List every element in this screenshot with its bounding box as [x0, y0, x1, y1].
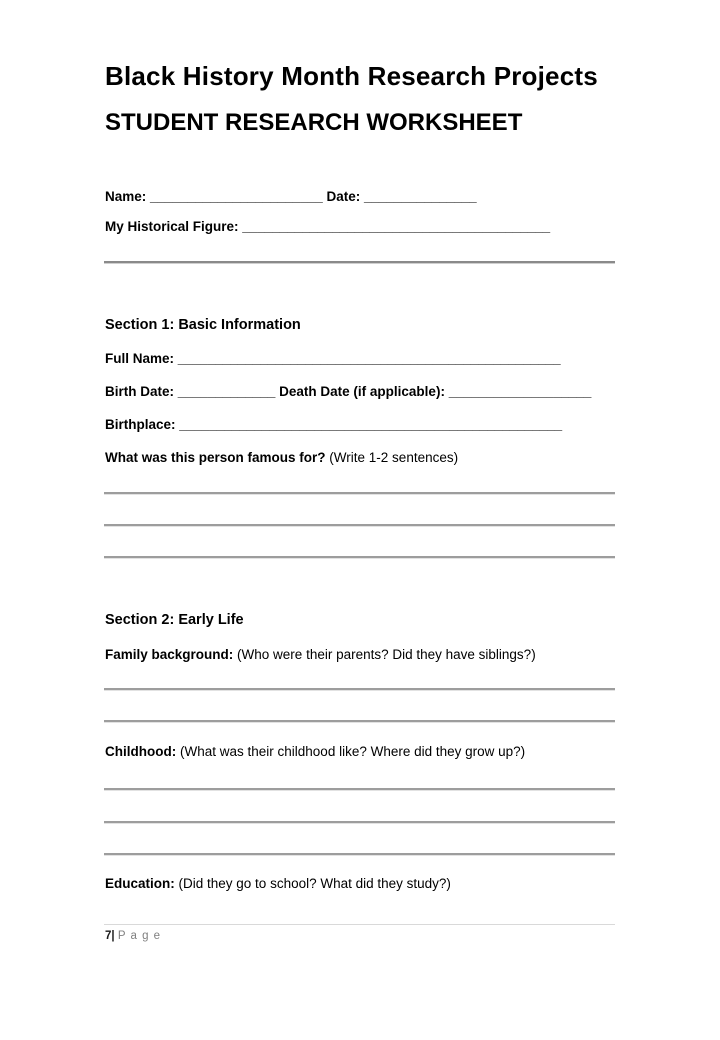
- birthplace-blank: ___________________________________________________: [179, 417, 563, 432]
- childhood-line: [105, 744, 525, 760]
- birth-date-label: Birth Date:: [105, 384, 175, 399]
- section-divider: [104, 261, 615, 263]
- family-background-hint: (Who were their parents? Did they have siblings?): [237, 647, 536, 662]
- full-name-line: [105, 351, 561, 367]
- full-name-blank: ___________________________________________________: [177, 351, 561, 366]
- childhood-label: Childhood:: [105, 744, 177, 759]
- family-background-line: [105, 647, 536, 663]
- answer-line: [104, 524, 615, 526]
- footer-separator: |: [111, 930, 115, 942]
- historical-figure-line: [105, 219, 550, 235]
- birth-death-line: [105, 384, 591, 400]
- date-label: Date:: [326, 189, 361, 204]
- page-word: P a g e: [117, 930, 162, 942]
- answer-line: [104, 788, 615, 790]
- answer-line: [104, 556, 615, 558]
- answer-line: [104, 492, 615, 494]
- section-1-heading: Section 1: Basic Information: [105, 317, 301, 333]
- answer-line: [104, 853, 615, 855]
- page-number: 7: [105, 930, 112, 942]
- famous-question-line: [105, 450, 458, 466]
- famous-question-hint: (Write 1-2 sentences): [329, 450, 459, 465]
- document-title: Black History Month Research Projects: [105, 61, 598, 91]
- childhood-hint: (What was their childhood like? Where did they grow up?): [180, 744, 526, 759]
- section-2-heading: Section 2: Early Life: [105, 612, 244, 628]
- historical-figure-blank: _________________________________________: [242, 219, 551, 234]
- document-subtitle: STUDENT RESEARCH WORKSHEET: [105, 109, 523, 136]
- date-blank: _______________: [364, 189, 477, 204]
- education-line: [105, 876, 451, 892]
- full-name-label: Full Name:: [105, 351, 175, 366]
- page-footer: [105, 929, 161, 943]
- answer-line: [104, 821, 615, 823]
- name-label: Name:: [105, 189, 147, 204]
- education-label: Education:: [105, 876, 175, 891]
- birthplace-label: Birthplace:: [105, 417, 176, 432]
- famous-question-label: What was this person famous for?: [105, 450, 326, 465]
- death-date-blank: ___________________: [448, 384, 592, 399]
- birthplace-line: [105, 417, 562, 433]
- education-hint: (Did they go to school? What did they study?): [178, 876, 451, 891]
- historical-figure-label: My Historical Figure:: [105, 219, 239, 234]
- name-date-line: [105, 189, 477, 205]
- name-blank: _______________________: [150, 189, 323, 204]
- birth-date-blank: _____________: [177, 384, 276, 399]
- family-background-label: Family background:: [105, 647, 234, 662]
- answer-line: [104, 720, 615, 722]
- death-date-label: Death Date (if applicable):: [279, 384, 445, 399]
- footer-rule: [104, 924, 615, 925]
- answer-line: [104, 688, 615, 690]
